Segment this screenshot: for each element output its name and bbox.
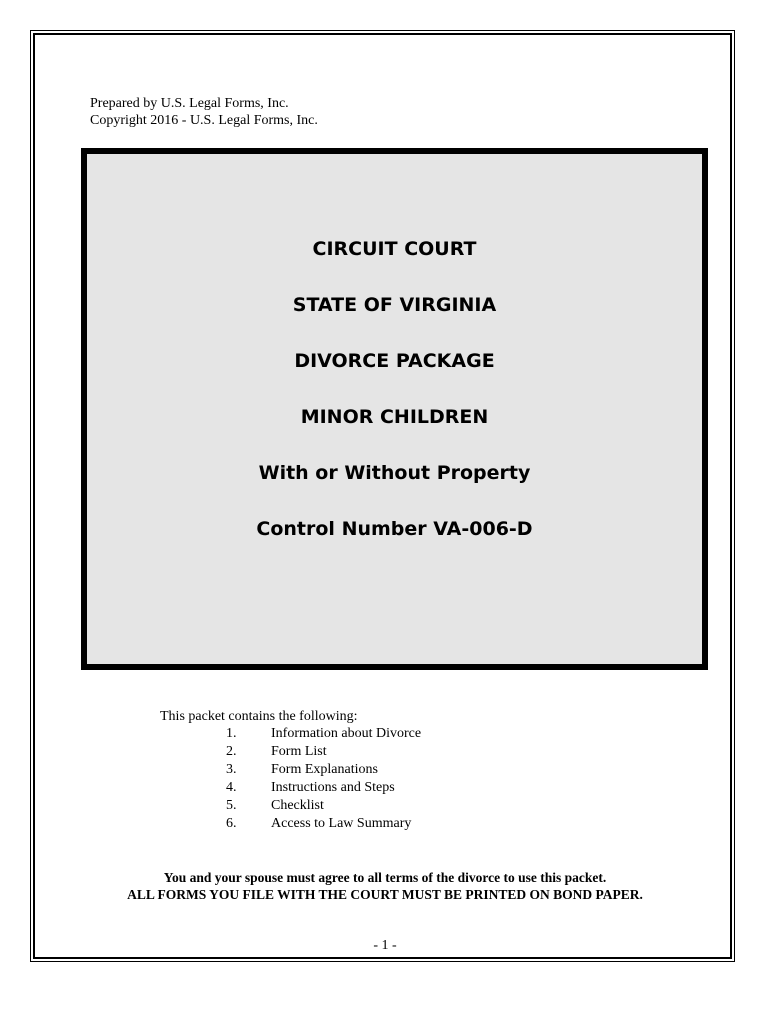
item-number: 5. (226, 798, 237, 813)
agreement-notice: You and your spouse must agree to all terms of the divorce to use this packet. (163, 870, 607, 885)
preparer-info (90, 95, 318, 129)
item-number: 6. (226, 816, 237, 831)
item-number: 2. (226, 744, 237, 759)
property-title: With or Without Property (258, 462, 531, 484)
item-number: 4. (226, 780, 237, 795)
item-number: 1. (226, 726, 237, 741)
packet-contents (160, 708, 422, 833)
prepared-by-line: Prepared by U.S. Legal Forms, Inc. (90, 96, 289, 111)
children-title: MINOR CHILDREN (300, 406, 489, 428)
page-number: - 1 - (373, 938, 397, 953)
title-box (81, 148, 708, 670)
court-title: CIRCUIT COURT (312, 238, 477, 260)
list-item (160, 761, 378, 779)
package-title: DIVORCE PACKAGE (294, 350, 495, 372)
list-item (160, 779, 395, 797)
contents-list (160, 725, 422, 833)
item-text: Information about Divorce (271, 726, 422, 741)
state-title: STATE OF VIRGINIA (292, 294, 497, 316)
item-number: 3. (226, 762, 237, 777)
contents-intro: This packet contains the following: (160, 709, 358, 724)
list-item (160, 815, 412, 833)
item-text: Form Explanations (271, 762, 378, 777)
list-item (160, 743, 358, 761)
list-item (160, 725, 422, 743)
item-text: Form List (271, 744, 327, 759)
list-item (160, 797, 358, 815)
control-number: Control Number VA-006-D (256, 518, 533, 540)
item-text: Instructions and Steps (271, 780, 395, 795)
item-text: Checklist (271, 798, 324, 813)
item-text: Access to Law Summary (271, 816, 412, 831)
bond-paper-notice: ALL FORMS YOU FILE WITH THE COURT MUST BE PRINTED ON BOND PAPER. (127, 887, 643, 902)
copyright-line: Copyright 2016 - U.S. Legal Forms, Inc. (90, 113, 318, 128)
